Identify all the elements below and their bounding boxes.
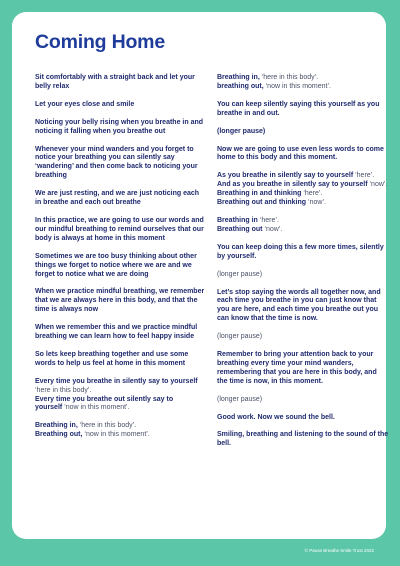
instruction-text: As you breathe in silently say to yourself [217, 172, 354, 180]
instruction-text: Breathing out, [35, 431, 83, 439]
paragraph: Noticing your belly rising when you breathe in and noticing it falling when you breathe out [35, 118, 204, 135]
phrase-text: ‘now’. [369, 181, 388, 189]
instruction-text: Every time you breathe in silently say to yourself [35, 377, 198, 385]
pause-note: (longer pause) [217, 395, 263, 403]
paragraph: Now we are going to use even less words to come home to this body and this moment. [217, 145, 384, 162]
paragraph [35, 422, 207, 440]
phrase-text: ‘now in this moment’. [64, 404, 130, 412]
paragraph: Smiling, breathing and listening to the sound of the bell. [217, 431, 389, 448]
instruction-text: yourself [35, 404, 63, 412]
paragraph: You can keep silently saying this yourself as you breathe in and out. [217, 100, 380, 117]
phrase-text: ‘here’. [259, 216, 279, 224]
instruction-text: Breathing out and thinking [217, 199, 307, 207]
phrase-text: ‘now’. [308, 199, 326, 207]
phrase-text: ‘now’. [264, 225, 283, 233]
instruction-text: And as you breathe in silently say to yourself [217, 181, 368, 189]
paragraph: Sometimes we are too busy thinking about other things we forget to notice where we are and we forget to notice what we are doing [35, 252, 197, 278]
paragraph: So lets keep breathing together and use some words to help us feel at home in this moment [35, 350, 189, 367]
phrase-text: ‘here in this body’. [261, 74, 319, 81]
paragraph: When we remember this and we practice mindful breathing we can learn how to feel happy inside [35, 324, 198, 341]
phrase-text: ‘here’. [355, 172, 375, 180]
instruction-text: Breathing in, [35, 422, 78, 430]
pause-note: (longer pause) [217, 333, 263, 341]
pause-note: (longer pause) [217, 127, 266, 135]
paragraph: Let your eyes close and smile [35, 100, 135, 108]
phrase-text: ‘here’. [303, 190, 323, 198]
instruction-text: Every time you breathe out silently say to [35, 395, 174, 403]
paragraph: In this practice, we are going to use our words and our mindful breathing to remind ourselves that our body is always at home in this moment [35, 216, 204, 242]
paragraph: When we practice mindful breathing, we remember that we are always here in this body, and that the time is always now [35, 288, 205, 314]
paragraph [217, 74, 389, 92]
paragraph [217, 217, 389, 235]
content-card [12, 12, 389, 539]
paragraph: We are just resting, and we are just noticing each in breathe and each out breathe [35, 190, 200, 207]
instruction-text: breathing out, [217, 82, 264, 90]
paragraph: Remember to bring your attention back to your breathing every time your mind wanders, remembering that you are here in this body, and the time is now, in this moment. [217, 351, 377, 385]
right-column [217, 74, 389, 458]
instruction-text: Breathing in [217, 216, 258, 224]
paragraph: Let’s stop saying the words all together now, and each time you breathe in you can just know that you are here, and each time you breathe out you can know that the time is now. [217, 288, 381, 323]
copyright-footer: © Pause Breathe Smile Trust 2022 [304, 548, 374, 553]
paragraph [35, 378, 207, 414]
paragraph: Whenever your mind wanders and you forget to notice your breathing you can silently say ‘wandering’ and then come back to noticing your breathing [35, 145, 198, 180]
paragraph: Sit comfortably with a straight back and let your belly relax [35, 74, 195, 90]
paragraph: You can keep doing this a few more times, silently by yourself. [217, 243, 384, 260]
paragraph [217, 172, 389, 208]
phrase-text: ‘now in this moment’. [265, 82, 331, 90]
phrase-text: ‘here in this body’. [35, 386, 92, 394]
paragraph: Good work. Now we sound the bell. [217, 413, 335, 421]
instruction-text: Breathing in and thinking [217, 190, 302, 198]
instruction-text: Breathing in, [217, 74, 260, 81]
left-column [35, 74, 207, 449]
pause-note: (longer pause) [217, 270, 263, 278]
phrase-text: ‘now in this moment’. [84, 431, 150, 439]
phrase-text: ‘here in this body’. [79, 422, 137, 430]
instruction-text: Breathing out [217, 225, 263, 233]
page-title: Coming Home [35, 31, 165, 53]
